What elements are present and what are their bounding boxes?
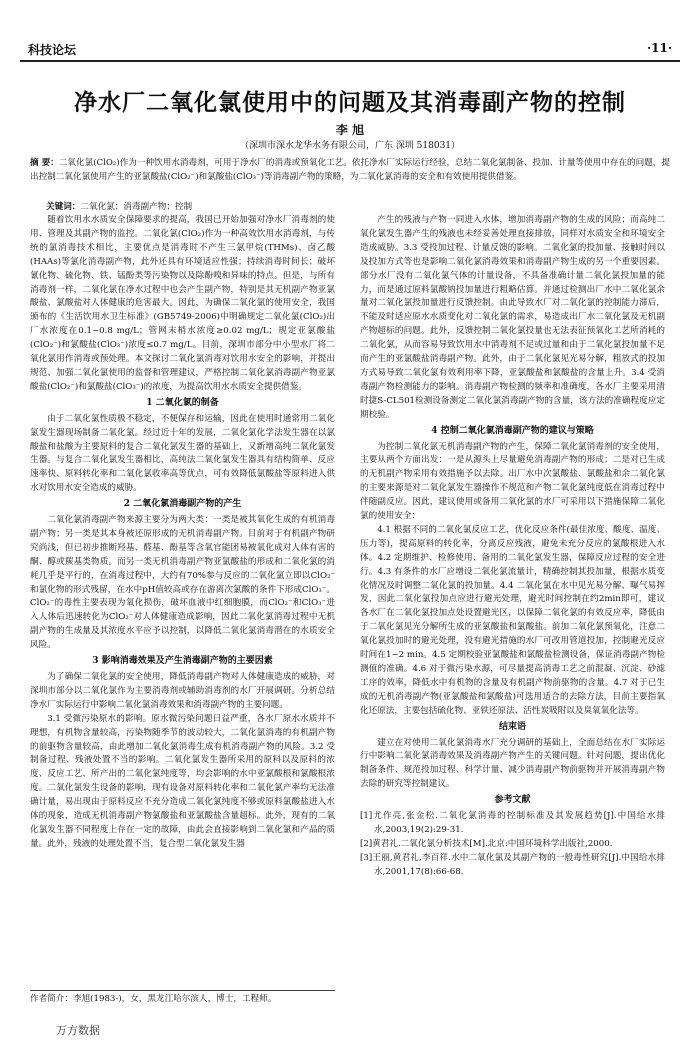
reference-item: [3]王丽,黄君礼,李百祥.水中二氧化氯及其副产物的一般毒性研究[J].中国给水排水,2001,17(8):66-68.: [360, 852, 665, 877]
footer-watermark: 万方数据: [56, 1024, 100, 1037]
abstract: [30, 156, 670, 184]
reference-item: [2]黄君礼.二氧化氯分析技术[M].北京:中国环境科学出版社,2000.: [360, 838, 613, 849]
header-rule: [20, 60, 680, 62]
body-paragraph: 由于二氧化氯性质极不稳定，不便保存和运输，因此在使用时通常用二氧化氯发生器现场制备二氧化氯。经过近十年的发展，二氧化氯化学法发生器在以氯酸盐和盐酸为主要原料的复合二氧化氯发生器的基础上，又新增高纯二氧化氯发生器。与复合二氧化氯发生器相比，高纯法二氧化氯发生器具有结构简单、反应速率快、原料转化率和二氧化氯收率高等优点，可有效降低氯酸盐等原料进入供水对饮用水安全造成的威胁。: [30, 413, 335, 494]
article-title: 净水厂二氧化氯使用中的问题及其消毒副产物的控制: [74, 89, 626, 116]
body-paragraph: 4.1 根据不同的二氧化氯反应工艺，优化反应条件(最佳浓度、酸度、温度、压力等)，提高原料的转化率，分离反应残液，避免未充分反应的氯酸根进入水体。4.2 定期维护、检修使用、备用的二氧化氯发生器，保障反应过程的安全进行。4.3 有条件的水厂应增设二氧化氯流量计，精确控制其投加量，根据水质变化情况及时调整二氧化氯的投加量。4.4 二氧化氯在水中见光易分解、曝气易挥发，因此二氧化氯投加点应进行避光处理，避光时间控制在约2min即可，建议各水厂在二氧化氯投加点处设置避光区，以保障二氧化氯的有效反应率，降低由于二氧化氯见光分解所生成的亚氯酸盐和氯酸盐。前加二氧化氯预氧化，注意二氧化氯投加时的避光处理，没有避光措施的水厂可改用管道投加，控制避光反应时间在1~2 min。4.5 定期校验亚氯酸盐和氯酸盐检测设备，保证消毒副产物检测值的准确。4.6 对于微污染水源，可尽量提高消毒工艺之前混凝、沉淀、砂滤工序的效率，降低水中有机物的含量及有机副产物前驱物的含量。4.7 对于已生成的无机消毒副产物(亚氯酸盐和氯酸盐)可选用适合的去除方法，目前主要指氧化还原法，主要包括硫化物、亚铁还原法、活性炭吸附以及臭氧氧化法等。: [360, 524, 665, 716]
section-heading: 2 二氧化氯消毒副产物的产生: [123, 499, 242, 510]
author-name: 李 旭: [335, 123, 365, 137]
reference-item: [1]尤作亮,张金松.二氧化氯消毒的控制标准及其发展趋势[J].中国给水排水,2003,19(2):29-31.: [360, 811, 665, 835]
section-heading: 1 二氧化氯的制备: [146, 397, 219, 408]
abstract-label: 摘 要：: [30, 158, 59, 168]
left-column: [30, 214, 335, 852]
abstract-text: 二氧化氯(ClO₂)作为一种饮用水消毒剂，可用于净水厂的消毒或预氧化工艺。依托净水厂实际运行经验，总结二氧化氯制备、投加、计量等使用中存在的问题，提出控制二氧化氯使用产生的亚氯酸盐(ClO₂⁻)和氯酸盐(ClO₃⁻)等消毒副产物的策略，为二氧化氯消毒的安全和有效使用提供借鉴。: [30, 158, 670, 182]
affiliation: （深圳市深水龙华水务有限公司，广东 深圳 518031）: [239, 141, 461, 151]
keywords-label: 关键词：: [46, 202, 81, 212]
section-heading: 结束语: [498, 721, 526, 732]
keywords: [46, 200, 670, 212]
body-paragraph: 为控制二氧化氯无机消毒副产物的产生，保障二氧化氯消毒剂的安全使用，主要从两个方面出发：一是从源头上尽量避免消毒副产物的形成；二是对已生成的无机副产物采用有效措施予以去除。出厂水中次氯酸盐、氯酸盐和余二氧化氯的主要来源是对二氧化氯发生器操作不规范和产物二氧化氯纯度低在消毒过程中伴随副反应。因此，建议使用或备用二氧化氯的水厂可采用以下措施保障二氧化氯的使用安全：: [360, 441, 665, 522]
body-paragraph: 二氧化氯消毒副产物来源主要分为两大类：一类是被其氧化生成的有机消毒副产物；另一类是其本身被还原形成的无机消毒副产物。目前对于有机副产物研究尚浅，但已初步推断羟基、醛基、酚基等含氧官能团易被氧化成对人体有害的酮、醇或羰基类物质。而另一类无机消毒副产物亚氯酸盐的形成和二氧化氯的消耗几乎是平行的，在消毒过程中，大约有70%参与反应的二氧化氯立即以ClO₂⁻和氯化物的形式残留，在水中pH值较高或存在游离次氯酸的条件下形成ClO₃⁻。ClO₂⁻的毒性主要表现为氧化损伤，破坏血液中红细胞膜，而ClO₂⁻和ClO₃⁻进入人体后迅速转化为ClO₂⁻对人体健康造成影响，因此二氧化氯消毒过程中无机副产物的生成量及其浓度水平应予以控制，以降低二氧化氯消毒潜在的水质安全风险。: [30, 515, 335, 651]
section-heading: 3 影响消毒效果及产生消毒副产物的主要因素: [92, 656, 273, 667]
section-label: 科技论坛: [28, 43, 77, 57]
keywords-text: 二氧化氯；消毒副产物；控制: [80, 202, 193, 212]
section-heading: 参考文献: [494, 795, 531, 806]
body-paragraph: 随着饮用水水质安全保障要求的提高，我国已开始加强对净水厂消毒剂的使用、管理及其副产物的监控。二氧化氯(ClO₂)作为一种高效饮用水消毒剂，与传统的氯消毒技术相比，主要优点是消毒时不产生三氯甲烷(THMs)、卤乙酸(HAAs)等氯化消毒副产物，此外还具有环境适应性强；持续消毒时间长；破坏氰化物、硫化物、铁、锰酚类等污染物以及除酚嗅和异味的特点。但是，与所有消毒剂一样，二氧化氯在净水过程中也会产生副产物，特别是其无机副产物亚氯酸盐、氯酸盐对人体健康的危害最大。因此，为确保二氧化氯的使用安全，我国颁布的《生活饮用水卫生标准》(GB5749-2006)中明确规定二氧化氯(ClO₂)出厂水浓度在0.1~0.8 mg/L；管网末梢水浓度≥0.02 mg/L；规定亚氯酸盐(ClO₂⁻)和氯酸盐(ClO₃⁻)浓度≤0.7 mg/L。目前，深圳市部分中小型水厂将二氧化氯用作消毒或预处理。本文探讨二氧化氯消毒对饮用水安全的影响，并提出规范、加强二氧化氯使用的监督和管理建议，严格控制二氧化氯消毒副产物亚氯酸盐(ClO₂⁻)和氯酸盐(ClO₃⁻)的浓度，为提高饮用水水质安全提供借鉴。: [30, 215, 335, 392]
author-note: 作者简介：李旭(1983-)，女，黑龙江哈尔滨人，博士，工程师。: [30, 990, 335, 1004]
right-column: [360, 214, 665, 880]
running-header: [20, 38, 680, 58]
body-paragraph: 为了确保二氧化氯的安全使用，降低消毒副产物对人体健康造成的威胁，对深圳市部分以二氧化氯作为主要消毒剂或辅助消毒剂的水厂开展调研。分析总结净水厂实际运行中影响二氧化氯消毒效果和消毒副产物的主要问题。: [30, 672, 335, 710]
body-paragraph: 建立在对使用二氧化氯消毒水厂充分调研的基础上，全面总结在水厂实际运行中影响二氧化氯消毒效果及消毒副产物产生的关键问题。针对问题，提出优化制备条件、规范投加过程、科学计量、减少消毒副产物前驱物并开展消毒副产物去除的研究等控制建议。: [360, 737, 665, 790]
body-paragraph: 3.1 受微污染原水的影响。原水微污染问题日益严重，各水厂原水水质并不理想，有机物含量较高，污染物随季节的波动较大，二氧化氯消毒的有机副产物的前驱物含量较高，由此增加二氧化氯消毒生成有机消毒副产物的风险。3.2 受制备过程、残液处置不当的影响。二氧化氯发生器所采用的原料以及原料的浓度、反应工艺、所产出的二氧化氯纯度等，均会影响的水中亚氯酸根和氯酸根浓度。二氧化氯发生设备的影响，现有设备对原料转化率和二氧化氯产率均无法准确计量，易出现由于原料反应不充分造成二氧化氯纯度不够或原料氯酸盐进入水体的现象，造成无机消毒副产物氯酸盐和亚氯酸盐含量超标。此外，现有的二氧化氯发生器不同程度上存在一定的故障，由此会直接影响到二氧化氯和产品的质量。此外，残液的处理处置不当，复合型二氧化氯发生器: [30, 713, 335, 849]
body-paragraph: 产生的残液与产物一同进入水体，增加消毒副产物的生成的风险；而高纯二氧化氯发生器产生的残液也未经妥善处理直接排放，同样对水质安全和环境安全造成威胁。3.3 受投加过程、计量反馈的影响。二氧化氯的投加量、接触时间以及投加方式等也是影响二氧化氯消毒效果和消毒副产物生成的另一个重要因素。部分水厂没有二氧化氯气体的计量设备，不具备准确计量二氧化氯投加量的能力，而是通过原料氯酸钠投加量进行粗略估算。并通过检测出厂水中二氧化氯余量对二氧化氯投加量进行反馈控制。由此导致水厂对二氧化氯的控制能力滞后，不能及时适应原水水质变化对二氧化氯的需求，易造成出厂水二氧化氯及无机副产物超标的问题。此外，反馈控制二氧化氯投量也无法表征预氧化工艺所消耗的二氧化氯，从而容易导致饮用水中消毒剂不足或过量和由于二氧化氯投加量不足而产生的亚氯酸盐消毒副产物。此外，由于二氧化氯见光易分解，粗放式的投加方式易导致二氧化氯有效利用率下降，亚氯酸盐和氯酸盐的含量上升。3.4 受消毒副产物检测能力的影响。消毒副产物检测的频率和准确度，各水厂主要采用清时捷S-CL501检测设备测定二氧化氯消毒副产物的含量，该方法的准确程度应定期校验。: [360, 215, 665, 420]
page-number: ·11·: [646, 41, 672, 55]
section-heading: 4 控制二氧化氯消毒副产物的建议与策略: [431, 425, 594, 436]
